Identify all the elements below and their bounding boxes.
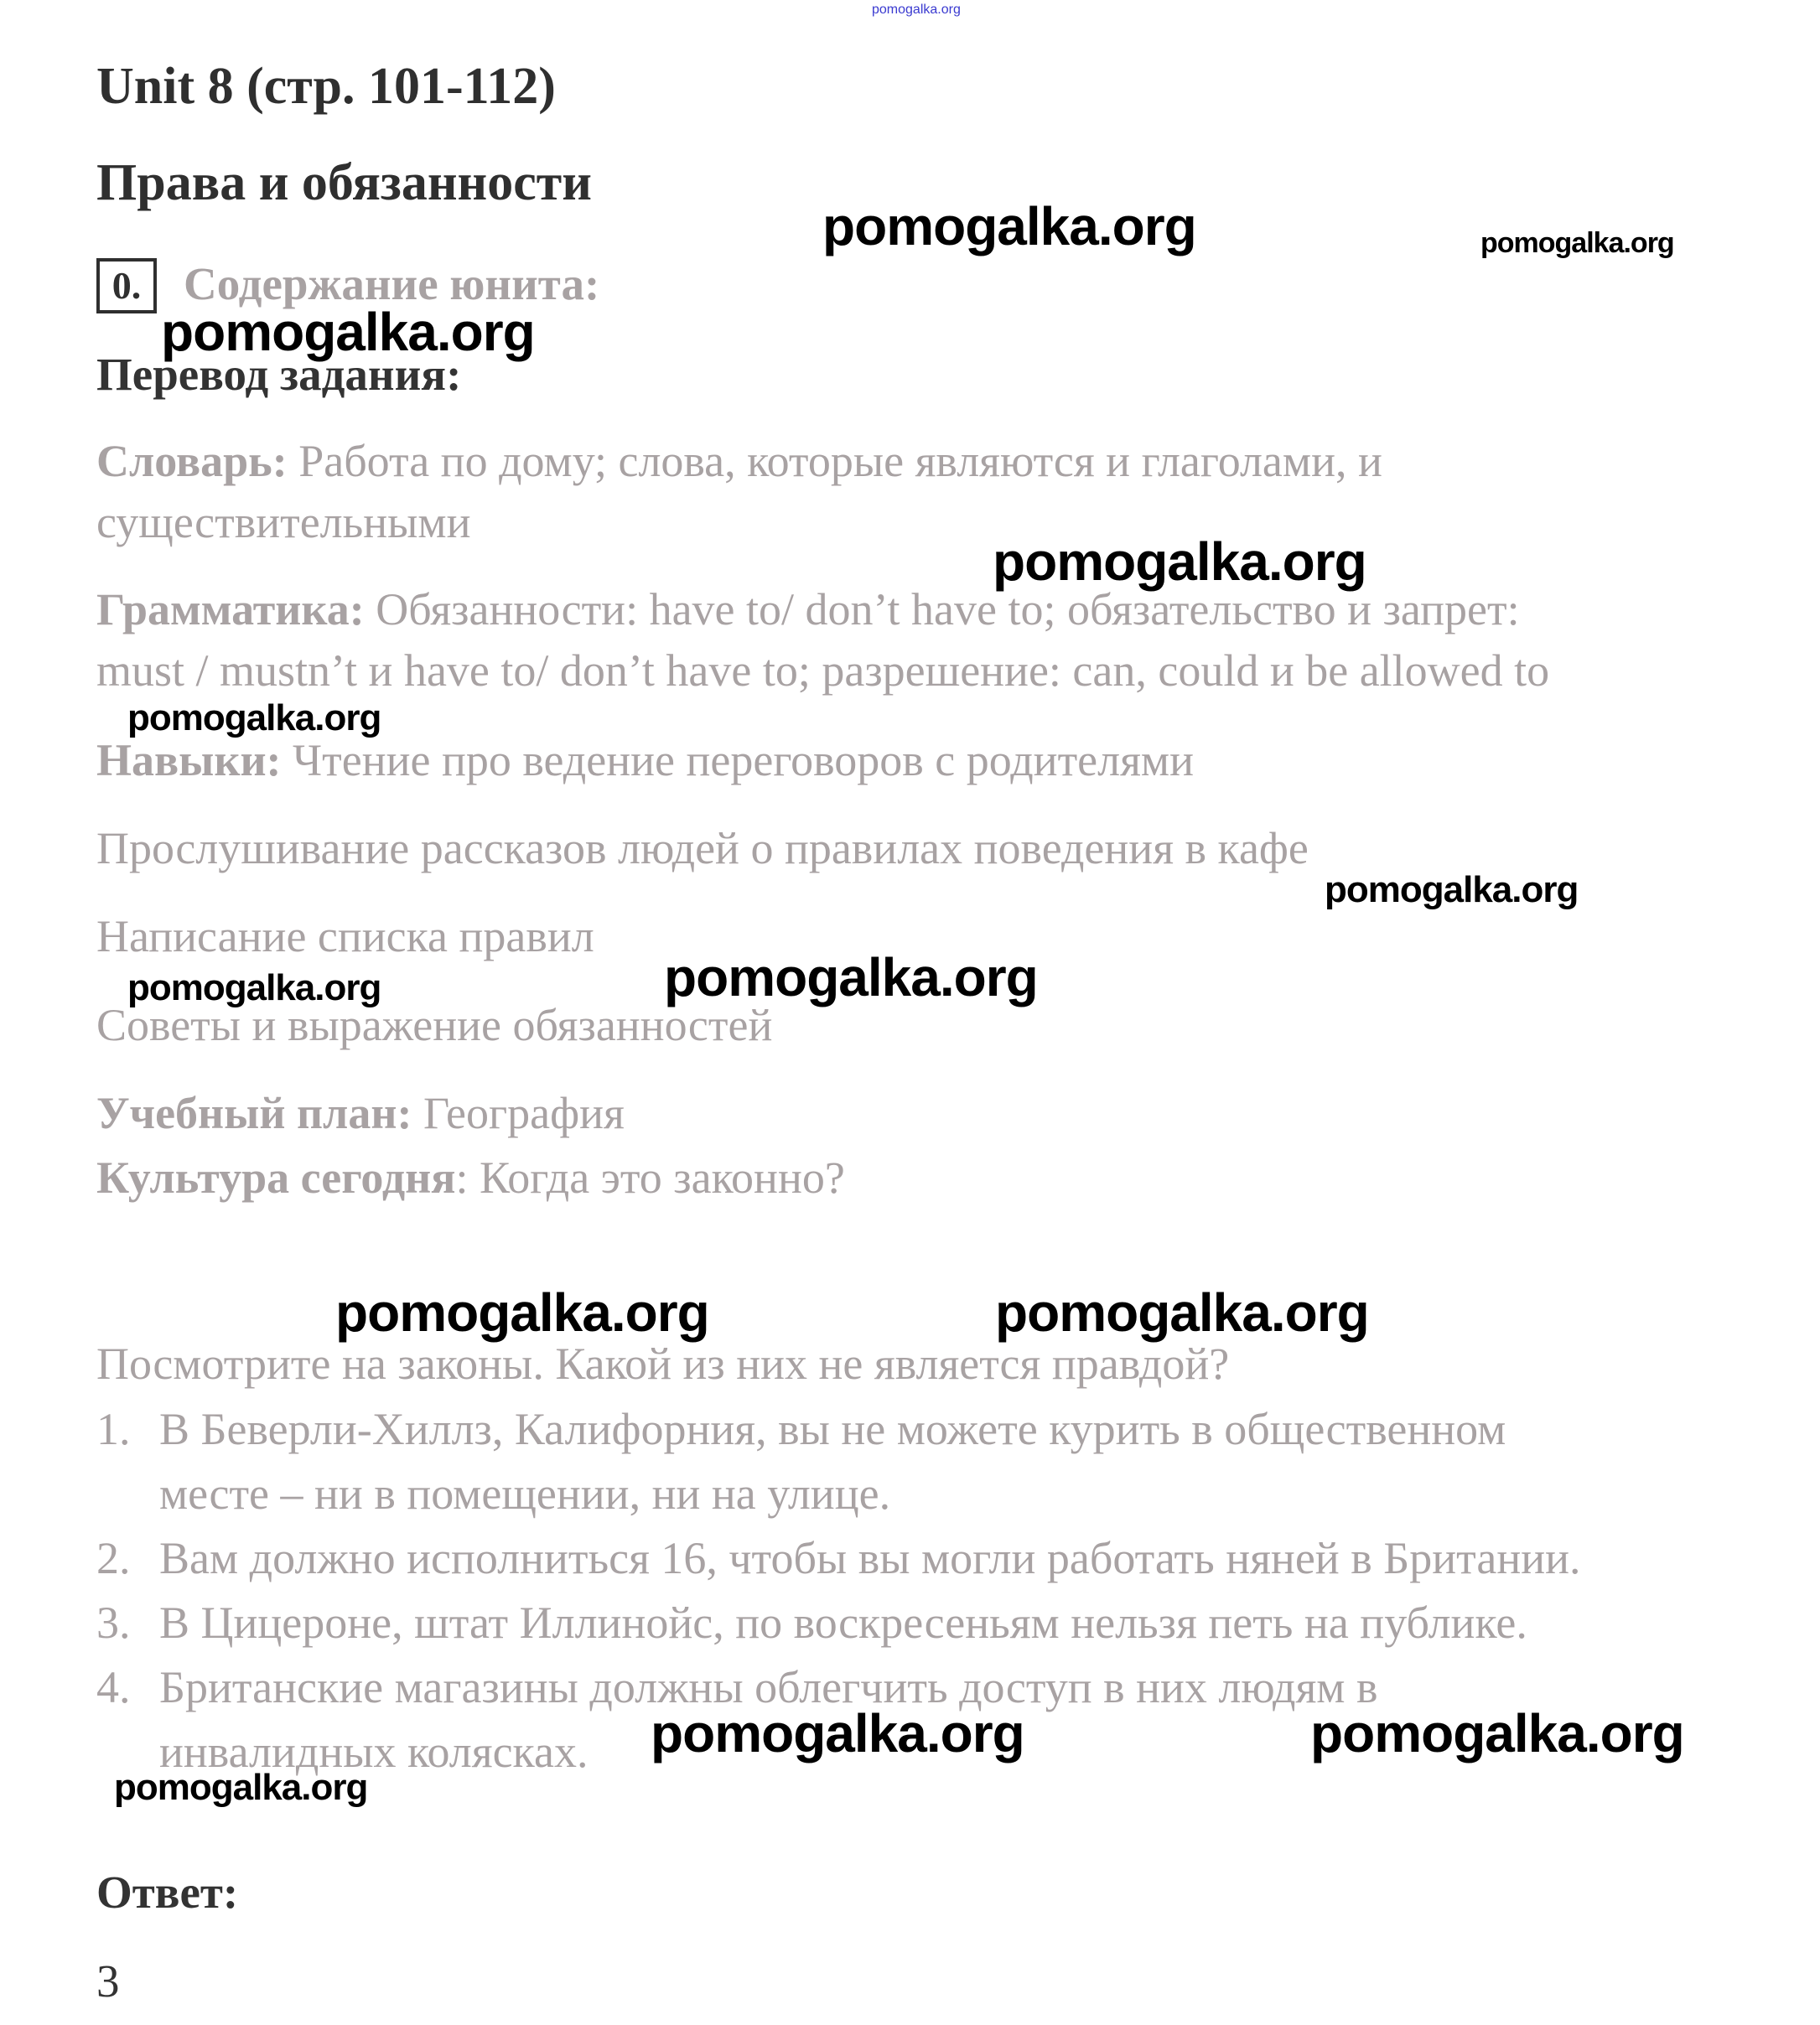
skills-item: Написание списка правил [96,911,594,961]
law-text: инвалидных колясках. [159,1727,589,1777]
watermark: pomogalka.org [335,1282,709,1343]
curriculum-label: Учебный план: [96,1088,412,1138]
curriculum-value: География [412,1088,625,1138]
watermark: pomogalka.org [127,697,381,738]
law-text: Британские магазины должны облегчить доступ в них людям в [159,1662,1378,1712]
top-watermark[interactable]: pomogalka.org [872,3,961,17]
question-text: Посмотрите на законы. Какой из них не является правдой? [96,1339,1230,1389]
watermark: pomogalka.org [1325,869,1579,910]
watermark: pomogalka.org [1480,227,1674,259]
skills-item: Советы и выражение обязанностей [96,1000,773,1050]
watermark: pomogalka.org [993,531,1366,592]
unit-subtitle: Права и обязанности [96,154,592,211]
watermark: pomogalka.org [161,302,535,362]
watermark: pomogalka.org [664,947,1038,1007]
law-number: 3. [96,1598,131,1648]
task-number-box: 0. [96,258,157,313]
curriculum-line [96,1086,625,1141]
law-text: В Цицероне, штат Иллинойс, по воскресеньям нельзя петь на публике. [159,1598,1527,1648]
watermark: pomogalka.org [127,967,381,1008]
watermark: pomogalka.org [114,1767,368,1808]
answer-label: Ответ: [96,1867,239,1918]
vocabulary-line-1 [96,434,1382,489]
grammar-line-2: must / mustn’t и have to/ don’t have to; разрешение: can, could и be allowed to [96,645,1550,696]
watermark: pomogalka.org [995,1282,1369,1343]
watermark: pomogalka.org [651,1703,1024,1763]
translation-heading: Перевод задания: [96,349,462,400]
culture-line [96,1151,845,1205]
law-number: 4. [96,1662,131,1712]
law-number: 2. [96,1533,131,1583]
vocabulary-text: Работа по дому; слова, которые являются и глаголами, и [287,436,1382,486]
vocabulary-line-2: существительными [96,497,471,547]
law-text: месте – ни в помещении, ни на улице. [159,1468,891,1519]
unit-title: Unit 8 (стр. 101-112) [96,58,556,115]
vocabulary-label: Словарь: [96,436,288,486]
watermark: pomogalka.org [822,196,1196,256]
skills-item: Прослушивание рассказов людей о правилах поведения в кафе [96,823,1309,873]
law-number: 1. [96,1404,131,1454]
answer-value: 3 [96,1955,120,2007]
skills-item: Чтение про ведение переговоров с родителями [281,735,1194,785]
culture-label: Культура сегодня [96,1152,456,1203]
task-title: Содержание юнита: [184,258,600,309]
skills-line-1 [96,733,1194,788]
culture-value: : Когда это законно? [455,1152,845,1203]
skills-label: Навыки: [96,735,282,785]
grammar-text: Обязанности: have to/ don’t have to; обязательство и запрет: [364,584,1520,634]
law-text: Вам должно исполниться 16, чтобы вы могли работать няней в Британии. [159,1533,1581,1583]
law-text: В Беверли-Хиллз, Калифорния, вы не можете курить в общественном [159,1404,1506,1454]
watermark: pomogalka.org [1310,1703,1684,1763]
grammar-label: Грамматика: [96,584,365,634]
